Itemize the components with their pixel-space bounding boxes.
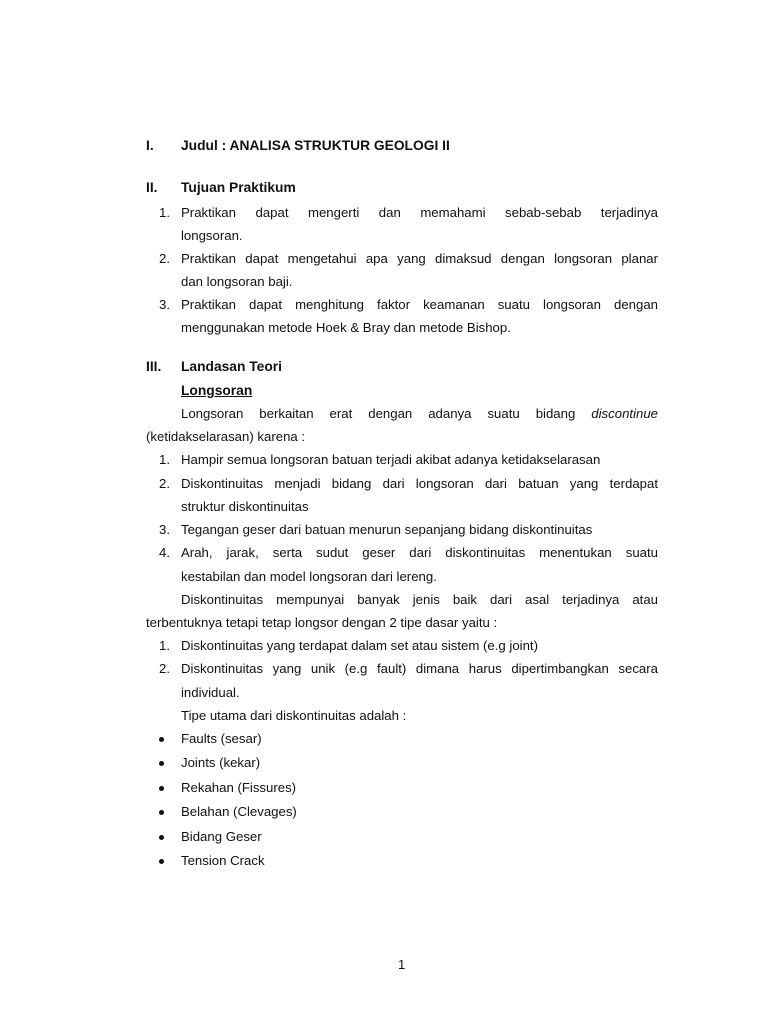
tujuan-item-3-line1: Praktikan dapat menghitung faktor keamanan suatu longsoran dengan bbox=[181, 297, 658, 312]
bullet-item-belahan: Belahan (Clevages) bbox=[181, 804, 297, 819]
tujuan-item-1-line1: Praktikan dapat mengerti dan memahami sebab-sebab terjadinya bbox=[181, 205, 658, 220]
type-item-1-line1: Diskontinuitas yang terdapat dalam set atau sistem (e.g joint) bbox=[181, 638, 538, 653]
type-item-2-number: 2. bbox=[159, 661, 170, 676]
section-3-heading: Landasan Teori bbox=[181, 359, 282, 374]
section-3-numeral: III. bbox=[146, 359, 162, 374]
tujuan-item-1-line2: longsoran. bbox=[181, 228, 243, 243]
longsoran-para2-line1: Diskontinuitas mempunyai banyak jenis baik dari asal terjadinya atau bbox=[181, 592, 658, 607]
cause-item-1-number: 1. bbox=[159, 452, 170, 467]
longsoran-para1-line1 bbox=[181, 406, 658, 422]
bullet-dot bbox=[159, 737, 164, 742]
bullet-dot bbox=[159, 810, 164, 815]
type-item-2-line2: individual. bbox=[181, 685, 240, 700]
tujuan-item-3-line2: menggunakan metode Hoek & Bray dan metode Bishop. bbox=[181, 320, 511, 335]
bullet-item-faults: Faults (sesar) bbox=[181, 731, 262, 746]
bullet-item-tension-crack: Tension Crack bbox=[181, 853, 265, 868]
cause-item-3-line1: Tegangan geser dari batuan menurun sepanjang bidang diskontinuitas bbox=[181, 522, 593, 537]
para1-italic-term: discontinue bbox=[591, 406, 658, 421]
para1-text: Longsoran berkaitan erat dengan adanya suatu bidang bbox=[181, 406, 576, 421]
cause-item-2-number: 2. bbox=[159, 476, 170, 491]
bullet-item-bidang-geser: Bidang Geser bbox=[181, 829, 262, 844]
section-1-numeral: I. bbox=[146, 138, 154, 153]
tujuan-item-3-number: 3. bbox=[159, 297, 170, 312]
section-1-heading: Judul : ANALISA STRUKTUR GEOLOGI II bbox=[181, 138, 450, 153]
cause-item-2-line1: Diskontinuitas menjadi bidang dari longsoran dari batuan yang terdapat bbox=[181, 476, 658, 491]
type-item-2-line1: Diskontinuitas yang unik (e.g fault) dimana harus dipertimbangkan secara bbox=[181, 661, 658, 676]
bullet-item-joints: Joints (kekar) bbox=[181, 755, 261, 770]
section-2-numeral: II. bbox=[146, 180, 158, 195]
cause-item-4-line1: Arah, jarak, serta sudut geser dari diskontinuitas menentukan suatu bbox=[181, 545, 658, 560]
tujuan-item-2-line1: Praktikan dapat mengetahui apa yang dimaksud dengan longsoran planar bbox=[181, 251, 658, 266]
cause-item-4-number: 4. bbox=[159, 545, 170, 560]
longsoran-para3: Tipe utama dari diskontinuitas adalah : bbox=[181, 708, 407, 723]
bullet-item-rekahan: Rekahan (Fissures) bbox=[181, 780, 297, 795]
longsoran-para1-line2: (ketidakselarasan) karena : bbox=[146, 429, 306, 444]
bullet-dot bbox=[159, 859, 164, 864]
bullet-dot bbox=[159, 835, 164, 840]
cause-item-2-line2: struktur diskontinuitas bbox=[181, 499, 309, 514]
type-item-1-number: 1. bbox=[159, 638, 170, 653]
cause-item-4-line2: kestabilan dan model longsoran dari lereng. bbox=[181, 569, 437, 584]
cause-item-3-number: 3. bbox=[159, 522, 170, 537]
section-2-heading: Tujuan Praktikum bbox=[181, 180, 296, 195]
longsoran-para2-line2: terbentuknya tetapi tetap longsor dengan 2 tipe dasar yaitu : bbox=[146, 615, 498, 630]
bullet-dot bbox=[159, 761, 164, 766]
bullet-dot bbox=[159, 786, 164, 791]
tujuan-item-2-number: 2. bbox=[159, 251, 170, 266]
page-number: 1 bbox=[398, 957, 406, 972]
tujuan-item-1-number: 1. bbox=[159, 205, 170, 220]
longsoran-subheading: Longsoran bbox=[181, 383, 253, 398]
tujuan-item-2-line2: dan longsoran baji. bbox=[181, 274, 293, 289]
cause-item-1-line1: Hampir semua longsoran batuan terjadi akibat adanya ketidakselarasan bbox=[181, 452, 601, 467]
